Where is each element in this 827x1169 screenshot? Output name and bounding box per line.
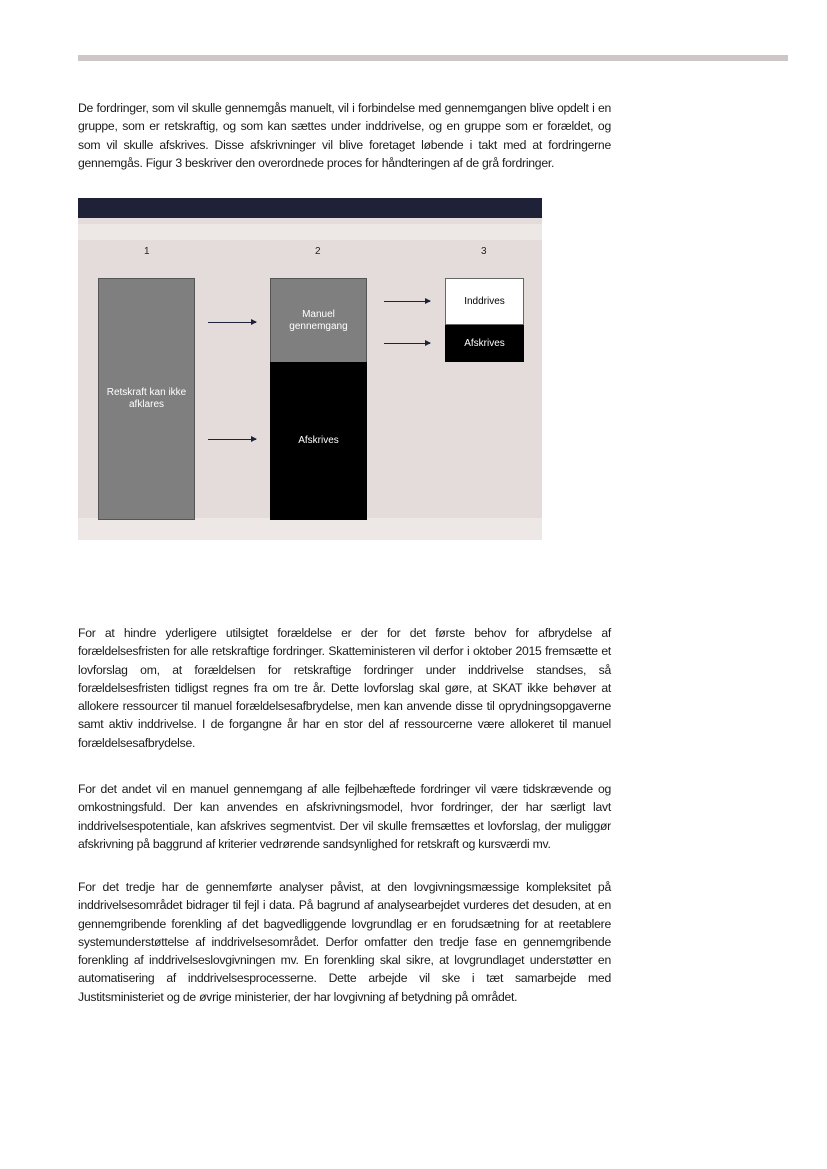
figure-band-bottom bbox=[78, 518, 542, 540]
paragraph-third: For det tredje har de gennemførte analyser påvist, at den lovgivningsmæssige kompleksitet på inddrivelsesområdet bidrager til fejl i data. På bagrund af analysearbejdet vurderes det desuden, at en gennemgribende forenkling af det bagvedliggende lovgrundlag er en forudsætning for at reetablere systemunderstøttelse af inddrivelsesområdet. Derfor omfatter den tredje fase en gennemgribende forenkling af inddrivelseslovgivningen mv. En forenkling skal sikre, at lovgrundlaget understøtter en automatisering af inddrivelsesprocesserne. Dette arbejde vil ske i tæt samarbejde med Justitsministeriet og de øvrige ministerier, der har lovgivning af betydning på området. bbox=[78, 880, 611, 1004]
box-manuel-gennemgang-label: Manuel gennemgang bbox=[289, 308, 348, 332]
box-manuel-gennemgang bbox=[270, 278, 367, 362]
figure-header-bar bbox=[78, 198, 542, 218]
column-number-1: 1 bbox=[144, 246, 150, 257]
box-inddrives bbox=[445, 278, 524, 325]
paragraph-intro: De fordringer, som vil skulle gennemgås manuelt, vil i forbindelse med gennemgangen blive opdelt i en gruppe, som er retskraftig, og som kan sættes under inddrivelse, og en gruppe som er forældet, og som vil skulle afskrives. Disse afskrivninger vil blive foretaget løbende i takt med at fordringerne gennemgås. Figur 3 beskriver den overordnede proces for håndteringen af de grå fordringer. bbox=[78, 101, 611, 170]
column-number-2: 2 bbox=[315, 246, 321, 257]
arrow-right-icon bbox=[384, 343, 430, 344]
header-rule bbox=[78, 55, 788, 61]
box-retskraft bbox=[98, 278, 195, 520]
process-figure bbox=[78, 198, 542, 540]
arrow-right-icon bbox=[208, 439, 256, 440]
box-retskraft-label: Retskraft kan ikke afklares bbox=[106, 387, 187, 410]
paragraph-first: For at hindre yderligere utilsigtet forældelse er der for det første behov for afbrydelse af forældelsesfristen for alle retskraftige fordringer. Skatteministeren vil derfor i oktober 2015 fremsætte et lovforslag om, at forældelsen for retskraftige fordringer under inddrivelse standses, så forældelsesfristen tidligst regnes fra om tre år. Dette lovforslag skal gøre, at SKAT ikke behøver at allokere ressourcer til manuel forældelsesafbrydelse, men kan anvende disse til oprydningsopgaverne samt aktiv inddrivelse. I de forgangne år har en stor del af ressourcerne være allokeret til manuel forældelsesafbrydelse. bbox=[78, 626, 611, 750]
box-afskrives-col2 bbox=[270, 362, 367, 520]
paragraph-second: For det andet vil en manuel gennemgang af alle fejlbehæftede fordringer vil være tidskrævende og omkostningsfuld. Der kan anvendes en afskrivningsmodel, hvor fordringer, der har særligt lavt inddrivelsespotentiale, kan afskrives segmentvist. Der vil skulle fremsættes et lovforslag, der muliggør afskrivning på baggrund af kriterier vedrørende sandsynlighed for retskraft og kursværdi mv. bbox=[78, 782, 611, 851]
box-inddrives-label: Inddrives bbox=[464, 295, 505, 307]
box-afskrives-col3 bbox=[445, 325, 524, 362]
box-afskrives-col2-label: Afskrives bbox=[298, 435, 339, 446]
arrow-right-icon bbox=[208, 322, 256, 323]
arrow-right-icon bbox=[384, 301, 430, 302]
box-afskrives-col3-label: Afskrives bbox=[464, 337, 505, 349]
column-number-3: 3 bbox=[481, 246, 487, 257]
figure-band-top bbox=[78, 224, 542, 240]
